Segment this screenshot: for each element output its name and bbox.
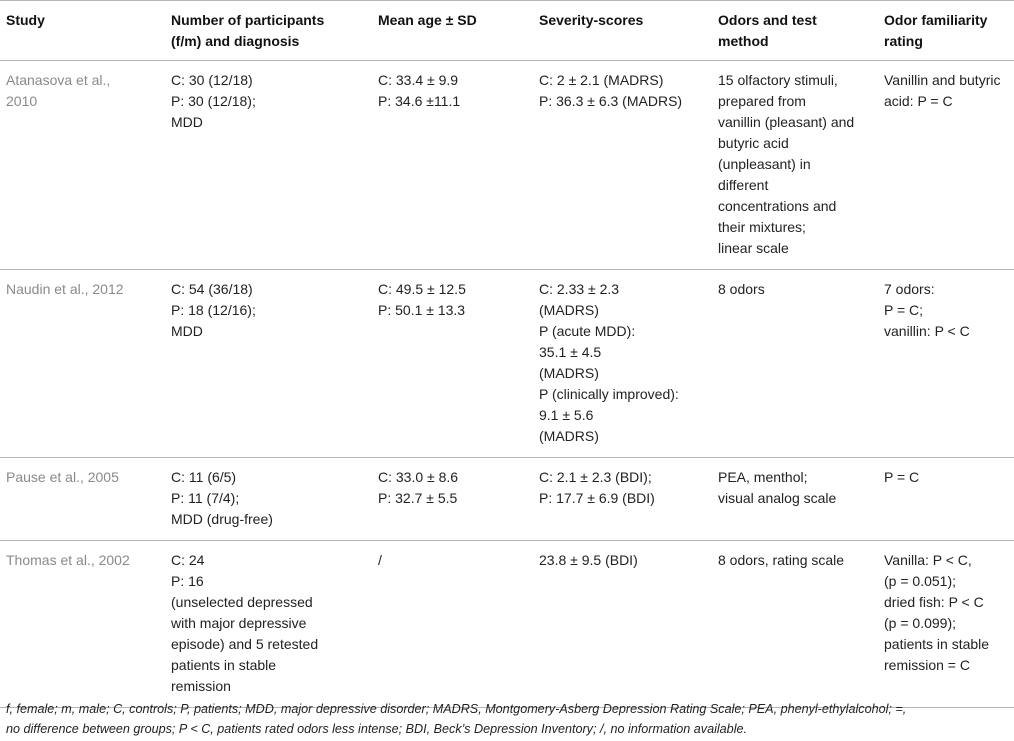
cell-line: 15 olfactory stimuli, bbox=[718, 72, 838, 88]
cell-mean-age bbox=[372, 541, 533, 708]
cell-line: linear scale bbox=[718, 240, 789, 256]
cell-line: P = C; bbox=[884, 302, 924, 318]
footnote-line: no difference between groups; P < C, patients rated odors less intense; BDI, Beck’s Depression Inventory; /, no information available. bbox=[6, 722, 747, 736]
cell-line: P: 36.3 ± 6.3 (MADRS) bbox=[539, 93, 683, 109]
cell-line: C: 2 ± 2.1 (MADRS) bbox=[539, 72, 664, 88]
cell-line: P: 50.1 ± 13.3 bbox=[378, 302, 466, 318]
cell-line: Number of participants bbox=[171, 12, 325, 28]
cell-odors bbox=[712, 61, 878, 270]
header-participants bbox=[165, 1, 372, 61]
header-odors bbox=[712, 1, 878, 61]
cell-mean-age bbox=[372, 270, 533, 458]
cell-line: C: 33.4 ± 9.9 bbox=[378, 72, 459, 88]
cell-line: vanillin: P < C bbox=[884, 323, 970, 339]
cell-line: C: 54 (36/18) bbox=[171, 281, 253, 297]
cell-participants bbox=[165, 270, 372, 458]
cell-line: (MADRS) bbox=[539, 365, 599, 381]
cell-line: acid: P = C bbox=[884, 93, 953, 109]
cell-line: Odor familiarity bbox=[884, 12, 988, 28]
table-body bbox=[0, 61, 1014, 708]
cell-line: 9.1 ± 5.6 bbox=[539, 407, 594, 423]
cell-line: Pause et al., 2005 bbox=[6, 469, 119, 485]
table-header bbox=[0, 1, 1014, 61]
cell-line: C: 2.33 ± 2.3 bbox=[539, 281, 620, 297]
cell-line: prepared from bbox=[718, 93, 806, 109]
cell-line: their mixtures; bbox=[718, 219, 806, 235]
header-study bbox=[0, 1, 165, 61]
cell-line: Vanilla: P < C, bbox=[884, 552, 972, 568]
header-mean-age bbox=[372, 1, 533, 61]
cell-line: Study bbox=[6, 12, 45, 28]
cell-line: episode) and 5 retested bbox=[171, 636, 319, 652]
cell-line: Thomas et al., 2002 bbox=[6, 552, 130, 568]
cell-line: (p = 0.051); bbox=[884, 573, 956, 589]
cell-study bbox=[0, 458, 165, 541]
cell-line: P (acute MDD): bbox=[539, 323, 636, 339]
cell-familiarity bbox=[878, 61, 1014, 270]
cell-line: C: 33.0 ± 8.6 bbox=[378, 469, 459, 485]
cell-line: remission = C bbox=[884, 657, 970, 673]
cell-line: P: 30 (12/18); bbox=[171, 93, 256, 109]
cell-line: visual analog scale bbox=[718, 490, 837, 506]
cell-participants bbox=[165, 541, 372, 708]
cell-line: vanillin (pleasant) and bbox=[718, 114, 855, 130]
cell-line: 2010 bbox=[6, 93, 38, 109]
cell-odors bbox=[712, 541, 878, 708]
cell-odors bbox=[712, 458, 878, 541]
cell-line: Odors and test bbox=[718, 12, 817, 28]
cell-line: 23.8 ± 9.5 (BDI) bbox=[539, 552, 638, 568]
cell-line: Severity-scores bbox=[539, 12, 644, 28]
cell-severity bbox=[533, 61, 712, 270]
cell-line: P: 18 (12/16); bbox=[171, 302, 256, 318]
table-row bbox=[0, 61, 1014, 270]
cell-line: P: 16 bbox=[171, 573, 204, 589]
cell-line: remission bbox=[171, 678, 231, 694]
cell-line: different bbox=[718, 177, 769, 193]
cell-line: patients in stable bbox=[171, 657, 277, 673]
header-row bbox=[0, 1, 1014, 61]
cell-line: dried fish: P < C bbox=[884, 594, 984, 610]
header-familiarity bbox=[878, 1, 1014, 61]
cell-line: (unselected depressed bbox=[171, 594, 313, 610]
cell-line: C: 49.5 ± 12.5 bbox=[378, 281, 466, 297]
cell-line: 35.1 ± 4.5 bbox=[539, 344, 602, 360]
cell-line: P: 32.7 ± 5.5 bbox=[378, 490, 458, 506]
cell-line: / bbox=[378, 552, 382, 568]
cell-line: C: 24 bbox=[171, 552, 205, 568]
table-row bbox=[0, 541, 1014, 708]
cell-severity bbox=[533, 541, 712, 708]
cell-line: P = C bbox=[884, 469, 920, 485]
cell-line: (p = 0.099); bbox=[884, 615, 956, 631]
cell-severity bbox=[533, 270, 712, 458]
cell-familiarity bbox=[878, 458, 1014, 541]
cell-line: Vanillin and butyric bbox=[884, 72, 1001, 88]
cell-line: patients in stable bbox=[884, 636, 990, 652]
cell-line: C: 11 (6/5) bbox=[171, 469, 237, 485]
cell-familiarity bbox=[878, 270, 1014, 458]
table-row bbox=[0, 270, 1014, 458]
cell-participants bbox=[165, 458, 372, 541]
cell-line: with major depressive bbox=[171, 615, 307, 631]
cell-study bbox=[0, 61, 165, 270]
cell-line: PEA, menthol; bbox=[718, 469, 808, 485]
cell-line: P: 17.7 ± 6.9 (BDI) bbox=[539, 490, 655, 506]
cell-severity bbox=[533, 458, 712, 541]
cell-line: MDD (drug-free) bbox=[171, 511, 273, 527]
cell-line: 8 odors, rating scale bbox=[718, 552, 845, 568]
cell-participants bbox=[165, 61, 372, 270]
cell-mean-age bbox=[372, 61, 533, 270]
cell-line: C: 2.1 ± 2.3 (BDI); bbox=[539, 469, 652, 485]
cell-line: rating bbox=[884, 33, 923, 49]
cell-line: Atanasova et al., bbox=[6, 72, 111, 88]
cell-odors bbox=[712, 270, 878, 458]
cell-line: P (clinically improved): bbox=[539, 386, 679, 402]
cell-study bbox=[0, 541, 165, 708]
cell-line: 8 odors bbox=[718, 281, 765, 297]
table-footnote bbox=[6, 699, 1006, 739]
footnote-line: f, female; m, male; C, controls; P, patients; MDD, major depressive disorder; MADRS, Montgomery-Asberg Depression Rating Scale; PEA, phenyl-ethylalcohol; =, bbox=[6, 702, 907, 716]
cell-study bbox=[0, 270, 165, 458]
cell-line: P: 34.6 ±11.1 bbox=[378, 93, 461, 109]
cell-line: MDD bbox=[171, 114, 203, 130]
cell-line: (unpleasant) in bbox=[718, 156, 811, 172]
cell-line: 7 odors: bbox=[884, 281, 935, 297]
cell-line: butyric acid bbox=[718, 135, 789, 151]
cell-line: concentrations and bbox=[718, 198, 837, 214]
cell-mean-age bbox=[372, 458, 533, 541]
header-severity bbox=[533, 1, 712, 61]
cell-line: Naudin et al., 2012 bbox=[6, 281, 124, 297]
cell-line: Mean age ± SD bbox=[378, 12, 477, 28]
cell-line: C: 30 (12/18) bbox=[171, 72, 253, 88]
cell-line: (MADRS) bbox=[539, 302, 599, 318]
cell-line: MDD bbox=[171, 323, 203, 339]
cell-line: P: 11 (7/4); bbox=[171, 490, 240, 506]
cell-familiarity bbox=[878, 541, 1014, 708]
cell-line: method bbox=[718, 33, 769, 49]
table-row bbox=[0, 458, 1014, 541]
cell-line: (MADRS) bbox=[539, 428, 599, 444]
cell-line: (f/m) and diagnosis bbox=[171, 33, 300, 49]
